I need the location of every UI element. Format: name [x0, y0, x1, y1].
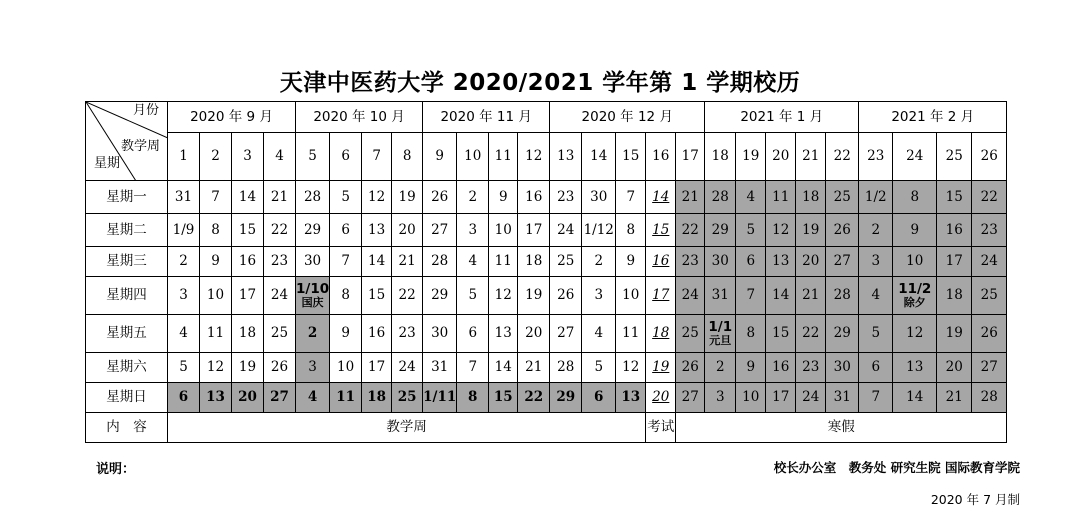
date-cell: 26	[972, 315, 1007, 353]
date-cell: 11	[489, 247, 518, 277]
date-cell: 19	[796, 214, 826, 247]
holiday-name: 除夕	[903, 295, 926, 309]
date-cell: 30	[423, 315, 457, 353]
date-cell: 25	[676, 315, 705, 353]
date-cell	[296, 277, 330, 315]
date-cell: 15	[937, 181, 972, 214]
date-cell: 14	[232, 181, 264, 214]
date-cell: 5	[859, 315, 893, 353]
week-number: 5	[296, 133, 330, 181]
date-cell: 28	[423, 247, 457, 277]
month-header: 2020 年 9 月	[168, 102, 296, 133]
week-number: 7	[362, 133, 392, 181]
date-cell: 5	[736, 214, 766, 247]
date-cell: 11	[616, 315, 646, 353]
week-number: 8	[392, 133, 423, 181]
date-cell: 20	[392, 214, 423, 247]
date-cell: 29	[296, 214, 330, 247]
date-cell: 3	[705, 383, 736, 413]
date-cell: 29	[550, 383, 582, 413]
date-cell: 10	[330, 353, 362, 383]
date-cell: 27	[826, 247, 859, 277]
date-cell: 12	[362, 181, 392, 214]
date-cell: 17	[766, 383, 796, 413]
date-cell: 10	[736, 383, 766, 413]
date-cell: 24	[392, 353, 423, 383]
date-cell: 19	[646, 353, 676, 383]
date-cell: 10	[893, 247, 937, 277]
date-cell: 30	[826, 353, 859, 383]
week-number: 23	[859, 133, 893, 181]
date-cell: 14	[362, 247, 392, 277]
date-cell: 19	[232, 353, 264, 383]
date-cell: 15	[766, 315, 796, 353]
date-cell: 6	[330, 214, 362, 247]
date-cell: 16	[518, 181, 550, 214]
date-cell: 1/2	[859, 181, 893, 214]
date-cell: 21	[676, 181, 705, 214]
date-cell: 28	[705, 181, 736, 214]
date-cell: 24	[550, 214, 582, 247]
date-cell: 7	[736, 277, 766, 315]
date-cell: 20	[518, 315, 550, 353]
table-row	[86, 353, 1007, 383]
date-cell: 12	[200, 353, 232, 383]
date-cell: 15	[646, 214, 676, 247]
date-cell: 6	[859, 353, 893, 383]
date-cell	[705, 315, 736, 353]
date-cell: 9	[736, 353, 766, 383]
date-cell: 21	[796, 277, 826, 315]
date-cell: 13	[893, 353, 937, 383]
date-cell: 12	[616, 353, 646, 383]
weekday-label: 星期五	[86, 315, 168, 353]
content-segment: 教学周	[168, 413, 646, 443]
date-cell: 30	[296, 247, 330, 277]
date-cell: 8	[616, 214, 646, 247]
date-cell: 26	[264, 353, 296, 383]
weekday-label: 星期六	[86, 353, 168, 383]
date-cell: 30	[582, 181, 616, 214]
date-cell: 27	[550, 315, 582, 353]
date-cell: 26	[676, 353, 705, 383]
date-cell: 9	[200, 247, 232, 277]
date-cell: 23	[264, 247, 296, 277]
table-row	[86, 277, 1007, 315]
date-cell: 3	[457, 214, 489, 247]
date-cell: 20	[646, 383, 676, 413]
date-cell: 17	[646, 277, 676, 315]
date-cell: 11	[330, 383, 362, 413]
date-cell: 16	[232, 247, 264, 277]
week-number: 11	[489, 133, 518, 181]
date-cell: 7	[457, 353, 489, 383]
date-cell: 2	[168, 247, 200, 277]
date-cell: 19	[518, 277, 550, 315]
month-header: 2021 年 1 月	[705, 102, 859, 133]
date-cell: 27	[676, 383, 705, 413]
weekday-label: 星期日	[86, 383, 168, 413]
date-cell: 26	[826, 214, 859, 247]
date-cell: 22	[972, 181, 1007, 214]
date-cell: 2	[859, 214, 893, 247]
date-cell: 12	[766, 214, 796, 247]
date-cell: 10	[200, 277, 232, 315]
date-cell: 4	[457, 247, 489, 277]
date-cell: 18	[518, 247, 550, 277]
date-cell: 18	[796, 181, 826, 214]
content-segment: 考试	[646, 413, 676, 443]
date-cell: 27	[972, 353, 1007, 383]
date-cell: 18	[362, 383, 392, 413]
date-cell: 22	[796, 315, 826, 353]
date-cell: 5	[168, 353, 200, 383]
week-number: 13	[550, 133, 582, 181]
date-cell: 25	[550, 247, 582, 277]
date-cell: 13	[616, 383, 646, 413]
date-cell: 7	[859, 383, 893, 413]
week-number: 21	[796, 133, 826, 181]
week-number: 14	[582, 133, 616, 181]
date-cell: 17	[518, 214, 550, 247]
corner-day-label: 星期	[94, 156, 121, 171]
date-cell: 22	[392, 277, 423, 315]
date-cell: 17	[937, 247, 972, 277]
date-cell: 15	[362, 277, 392, 315]
month-header: 2020 年 11 月	[423, 102, 550, 133]
date-cell: 14	[893, 383, 937, 413]
date-cell: 5	[582, 353, 616, 383]
week-number: 26	[972, 133, 1007, 181]
date-cell: 23	[796, 353, 826, 383]
school-calendar-table	[85, 101, 1007, 443]
date-cell: 23	[972, 214, 1007, 247]
date-cell: 3	[168, 277, 200, 315]
date-cell: 25	[826, 181, 859, 214]
date-cell: 22	[518, 383, 550, 413]
date-cell: 13	[489, 315, 518, 353]
date-cell: 25	[264, 315, 296, 353]
date-cell: 4	[296, 383, 330, 413]
date-cell: 13	[766, 247, 796, 277]
week-number: 20	[766, 133, 796, 181]
date-cell: 31	[423, 353, 457, 383]
date-cell: 20	[796, 247, 826, 277]
date-cell: 15	[232, 214, 264, 247]
table-row	[86, 383, 1007, 413]
date-cell: 14	[489, 353, 518, 383]
date-value: 1/10	[296, 281, 330, 298]
month-header: 2021 年 2 月	[859, 102, 1007, 133]
date-cell: 29	[705, 214, 736, 247]
date-cell: 14	[766, 277, 796, 315]
date-cell: 23	[550, 181, 582, 214]
date-cell: 4	[736, 181, 766, 214]
week-number: 12	[518, 133, 550, 181]
date-cell: 31	[705, 277, 736, 315]
week-number: 17	[676, 133, 705, 181]
date-cell: 10	[616, 277, 646, 315]
date-cell: 21	[264, 181, 296, 214]
made-date: 2020 年 7 月制	[930, 492, 1020, 507]
date-cell: 14	[646, 181, 676, 214]
date-cell: 8	[893, 181, 937, 214]
date-cell: 26	[423, 181, 457, 214]
date-cell: 17	[232, 277, 264, 315]
table-row	[86, 181, 1007, 214]
date-cell: 25	[972, 277, 1007, 315]
date-cell: 5	[457, 277, 489, 315]
date-cell: 6	[736, 247, 766, 277]
table-row	[86, 413, 1007, 443]
week-number: 22	[826, 133, 859, 181]
week-number: 19	[736, 133, 766, 181]
date-cell: 18	[937, 277, 972, 315]
date-cell: 29	[826, 315, 859, 353]
corner-month-label: 月份	[132, 103, 159, 118]
weekday-label: 星期四	[86, 277, 168, 315]
date-cell: 1/11	[423, 383, 457, 413]
note-label: 说明：	[96, 462, 136, 477]
date-cell: 2	[457, 181, 489, 214]
table-corner-header	[86, 102, 168, 181]
date-cell: 21	[937, 383, 972, 413]
week-number: 6	[330, 133, 362, 181]
date-cell: 1/12	[582, 214, 616, 247]
date-cell: 11	[200, 315, 232, 353]
date-cell: 24	[972, 247, 1007, 277]
date-cell: 16	[937, 214, 972, 247]
table-row	[86, 315, 1007, 353]
date-value: 11/2	[898, 281, 932, 298]
date-cell: 16	[362, 315, 392, 353]
week-number: 16	[646, 133, 676, 181]
date-cell: 7	[330, 247, 362, 277]
week-number: 1	[168, 133, 200, 181]
date-cell: 13	[200, 383, 232, 413]
date-cell: 13	[362, 214, 392, 247]
date-cell: 4	[168, 315, 200, 353]
week-number: 4	[264, 133, 296, 181]
date-cell: 8	[330, 277, 362, 315]
date-cell: 20	[937, 353, 972, 383]
weekday-label: 星期三	[86, 247, 168, 277]
date-cell: 27	[423, 214, 457, 247]
month-header: 2020 年 10 月	[296, 102, 423, 133]
date-cell: 4	[859, 277, 893, 315]
date-cell: 5	[330, 181, 362, 214]
week-number: 18	[705, 133, 736, 181]
date-cell: 9	[330, 315, 362, 353]
date-cell: 3	[296, 353, 330, 383]
date-cell: 28	[296, 181, 330, 214]
date-cell: 17	[362, 353, 392, 383]
date-cell: 15	[489, 383, 518, 413]
date-cell: 16	[646, 247, 676, 277]
date-cell: 1/9	[168, 214, 200, 247]
date-cell: 4	[582, 315, 616, 353]
corner-week-label: 教学周	[120, 139, 160, 154]
date-cell: 23	[392, 315, 423, 353]
date-cell: 26	[550, 277, 582, 315]
date-cell: 23	[676, 247, 705, 277]
content-row-label: 内 容	[86, 413, 168, 443]
date-cell: 19	[937, 315, 972, 353]
date-cell: 22	[264, 214, 296, 247]
date-cell: 22	[676, 214, 705, 247]
date-cell: 9	[616, 247, 646, 277]
date-value: 1/1	[708, 319, 733, 336]
month-header: 2020 年 12 月	[550, 102, 705, 133]
weekday-label: 星期二	[86, 214, 168, 247]
date-cell: 2	[582, 247, 616, 277]
date-cell: 6	[457, 315, 489, 353]
date-cell: 24	[796, 383, 826, 413]
date-cell: 31	[168, 181, 200, 214]
date-cell: 30	[705, 247, 736, 277]
date-cell: 31	[826, 383, 859, 413]
page-title: 天津中医药大学 2020/2021 学年第 1 学期校历	[279, 70, 801, 96]
table-row	[86, 247, 1007, 277]
table-row	[86, 214, 1007, 247]
date-cell: 2	[296, 315, 330, 353]
date-cell: 3	[859, 247, 893, 277]
date-cell: 29	[423, 277, 457, 315]
date-cell: 12	[489, 277, 518, 315]
holiday-name: 元旦	[709, 333, 732, 347]
date-cell: 20	[232, 383, 264, 413]
week-number: 3	[232, 133, 264, 181]
date-cell: 16	[766, 353, 796, 383]
weekday-label: 星期一	[86, 181, 168, 214]
date-cell: 8	[200, 214, 232, 247]
date-cell: 18	[646, 315, 676, 353]
date-cell: 6	[582, 383, 616, 413]
date-cell: 12	[893, 315, 937, 353]
date-cell: 18	[232, 315, 264, 353]
date-cell: 28	[826, 277, 859, 315]
week-number: 24	[893, 133, 937, 181]
week-number: 2	[200, 133, 232, 181]
date-cell: 11	[766, 181, 796, 214]
date-cell: 24	[264, 277, 296, 315]
date-cell: 2	[705, 353, 736, 383]
issuing-offices: 校长办公室 教务处 研究生院 国际教育学院	[773, 460, 1020, 475]
date-cell: 19	[392, 181, 423, 214]
date-cell	[893, 277, 937, 315]
date-cell: 28	[972, 383, 1007, 413]
date-cell: 3	[582, 277, 616, 315]
date-cell: 6	[168, 383, 200, 413]
date-cell: 10	[489, 214, 518, 247]
date-cell: 25	[392, 383, 423, 413]
holiday-name: 国庆	[301, 295, 324, 309]
date-cell: 24	[676, 277, 705, 315]
date-cell: 8	[736, 315, 766, 353]
date-cell: 8	[457, 383, 489, 413]
date-cell: 27	[264, 383, 296, 413]
date-cell: 9	[893, 214, 937, 247]
date-cell: 21	[392, 247, 423, 277]
date-cell: 28	[550, 353, 582, 383]
week-number: 9	[423, 133, 457, 181]
week-number: 15	[616, 133, 646, 181]
week-number: 10	[457, 133, 489, 181]
content-segment: 寒假	[676, 413, 1007, 443]
date-cell: 9	[489, 181, 518, 214]
date-cell: 21	[518, 353, 550, 383]
date-cell: 7	[616, 181, 646, 214]
week-number: 25	[937, 133, 972, 181]
date-cell: 7	[200, 181, 232, 214]
